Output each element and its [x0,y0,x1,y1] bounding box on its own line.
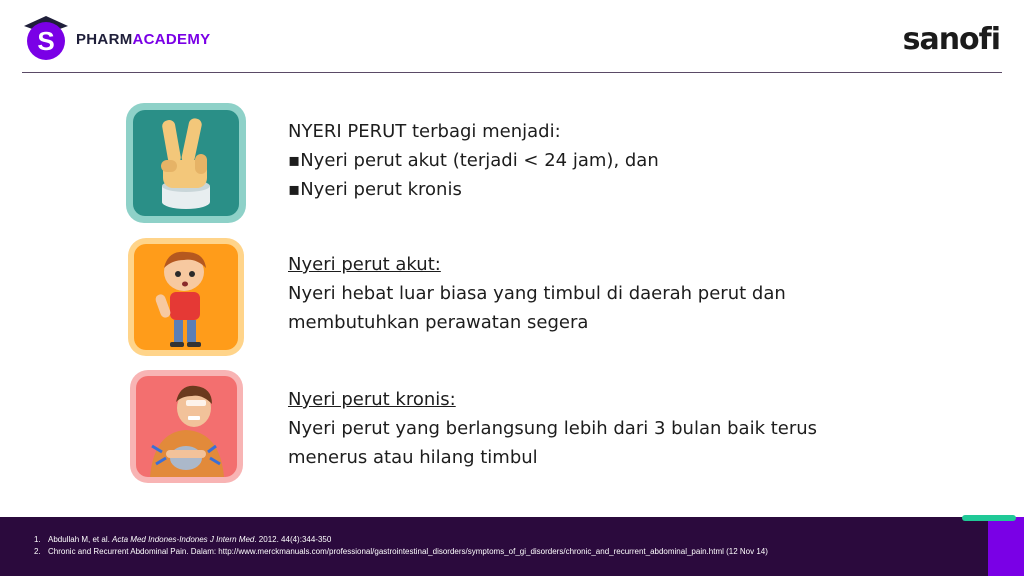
bullet-acute: ▪Nyeri perut akut (terjadi < 24 jam), dan [288,150,659,171]
brand-name [76,31,210,48]
reference-1 [34,534,768,546]
reference-2 [34,546,768,558]
reference-1-number: 1. [34,535,41,544]
man-abdominal-pain-icon [136,376,237,477]
section-chronic [288,385,817,472]
victory-hand-tile [126,103,246,223]
victory-hand-icon [133,110,239,216]
reference-1-authors: Abdullah M, et al. [48,535,113,544]
chronic-body-line-2: menerus atau hilang timbul [288,447,538,468]
section-types [288,117,659,204]
reference-2-text: Chronic and Recurrent Abdominal Pain. Dalam: http://www.merckmanuals.com/professional/gastrointestinal_disorders/symptoms_of_gi_disorders/chronic_and_recurrent_abdominal_pain.html (12 Nov 14) [48,547,768,556]
boy-stomach-ache-icon [134,244,238,350]
man-abdominal-pain-tile [130,370,243,483]
bullet-chronic: ▪Nyeri perut kronis [288,179,462,200]
footer-green-accent [962,515,1016,521]
references [34,534,768,558]
brand-prefix: PHARM [76,31,133,48]
footer-accent-bar [988,517,1024,576]
section-acute [288,250,786,337]
chronic-heading: Nyeri perut kronis: [288,389,456,410]
reference-1-details: . 2012. 44(4):344-350 [254,535,332,544]
acute-body-line-2: membutuhkan perawatan segera [288,312,589,333]
sanofi-logo: sanofi [902,22,1000,57]
reference-1-journal: Acta Med Indones-Indones J Intern Med [112,535,255,544]
chronic-body-line-1: Nyeri perut yang berlangsung lebih dari 3 bulan baik terus [288,418,818,439]
acute-heading: Nyeri perut akut: [288,254,441,275]
boy-stomach-ache-tile [128,238,244,356]
reference-2-number: 2. [34,547,41,556]
header-divider [22,72,1002,73]
pharmacademy-logo-icon [22,14,70,62]
acute-body-line-1: Nyeri hebat luar biasa yang timbul di daerah perut dan [288,283,786,304]
section-types-title: NYERI PERUT terbagi menjadi: [288,121,561,142]
logo-letter: S [37,26,55,56]
brand-suffix: ACADEMY [132,31,211,48]
